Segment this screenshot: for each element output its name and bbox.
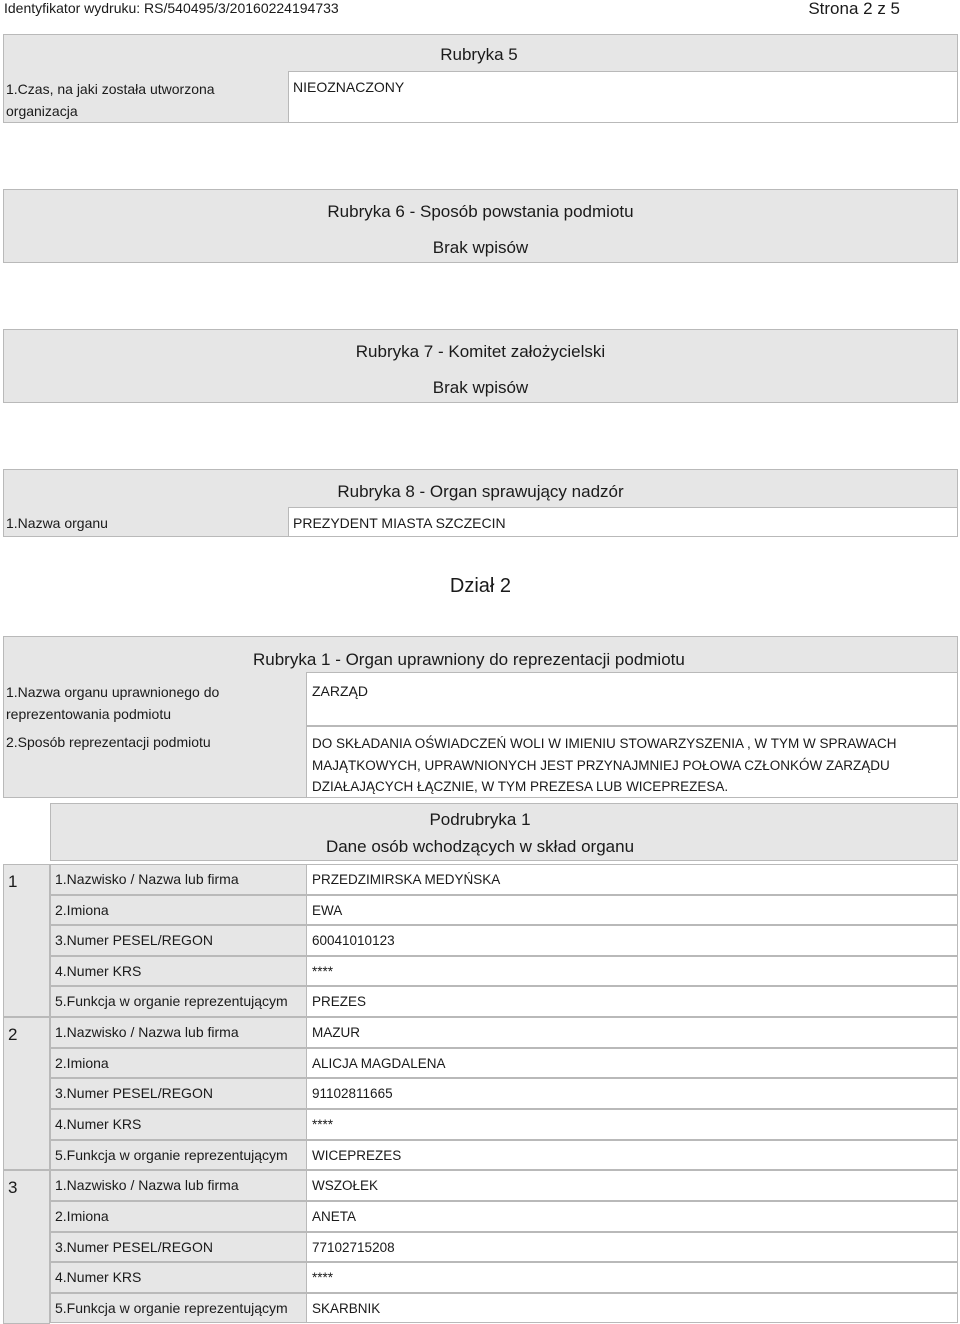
person-function: SKARBNIK: [312, 1300, 381, 1316]
field-label-pesel: 3.Numer PESEL/REGON: [55, 932, 213, 949]
field-value-cell: [306, 1232, 958, 1263]
organ-name-label: 1.Nazwa organu uprawnionego do reprezentowania podmiotu: [6, 684, 220, 722]
person-number: 3: [8, 1178, 18, 1198]
person-krs: ****: [312, 1270, 334, 1286]
person-pesel: 91102811665: [312, 1086, 393, 1102]
representation-method-label: 2.Sposób reprezentacji podmiotu: [6, 734, 211, 750]
person-names: ALICJA MAGDALENA: [312, 1055, 446, 1071]
rubryka-5-label: 1.Czas, na jaki została utworzona organizacja: [6, 81, 215, 119]
field-label-krs: 4.Numer KRS: [55, 1116, 142, 1132]
field-label-function: 5.Funkcja w organie reprezentującym: [55, 1146, 288, 1163]
field-label-surname: 1.Nazwisko / Nazwa lub firma: [55, 1024, 239, 1041]
field-value-cell: [306, 956, 958, 987]
rubryka-7-title: Rubryka 7 - Komitet założycielski: [355, 342, 606, 361]
field-value-cell: [306, 1293, 958, 1324]
page-number: Strona 2 z 5: [808, 0, 900, 18]
field-label-function: 5.Funkcja w organie reprezentującym: [55, 1299, 288, 1316]
field-value-cell: [306, 986, 958, 1017]
organ-name-value: ZARZĄD: [312, 683, 368, 699]
person-surname: MAZUR: [312, 1025, 360, 1041]
organ-name-cell: [306, 672, 958, 726]
rubryka-1-title: Rubryka 1 - Organ uprawniony do reprezentacji podmiotu: [253, 650, 685, 669]
field-value-cell: [306, 1170, 958, 1201]
field-value-cell: [306, 1262, 958, 1293]
podrubryka-subtitle: Dane osób wchodzących w skład organu: [325, 837, 635, 856]
person-pesel: 60041010123: [312, 933, 395, 949]
person-krs: ****: [312, 1117, 334, 1132]
field-label-surname: 1.Nazwisko / Nazwa lub firma: [55, 871, 239, 887]
field-label-pesel: 3.Numer PESEL/REGON: [55, 1238, 213, 1255]
field-value-cell: [306, 1078, 958, 1109]
field-value-cell: [306, 1109, 958, 1140]
field-label-names: 2.Imiona: [55, 901, 109, 918]
rubryka-8-value: PREZYDENT MIASTA SZCZECIN: [293, 515, 506, 531]
field-label-names: 2.Imiona: [55, 1208, 109, 1224]
person-function: WICEPREZES: [312, 1147, 402, 1163]
representation-method-value: DO SKŁADANIA OŚWIADCZEŃ WOLI W IMIENIU STOWARZYSZENIA , W TYM W SPRAWACH MAJĄTKOWYCH, UPRAWNIONYCH JEST PRZYNAJMNIEJ POŁOWA CZŁONKÓW ZARZĄDU DZIAŁAJĄCYCH ŁĄCZNIE, W TYM PREZESA LUB WICEPREZESA.: [312, 736, 897, 794]
field-value-cell: [306, 925, 958, 956]
rubryka-5-value: NIEOZNACZONY: [293, 79, 405, 95]
field-label-krs: 4.Numer KRS: [55, 962, 142, 979]
field-value-cell: [306, 1140, 958, 1171]
rubryka-7-value: Brak wpisów: [432, 378, 529, 397]
rubryka-8-label: 1.Nazwa organu: [6, 515, 108, 531]
person-names: EWA: [312, 902, 343, 918]
field-label-pesel: 3.Numer PESEL/REGON: [55, 1085, 213, 1102]
field-value-cell: [306, 895, 958, 926]
field-label-names: 2.Imiona: [55, 1054, 109, 1071]
podrubryka-title: Podrubryka 1: [429, 810, 531, 829]
person-krs: ****: [312, 963, 334, 979]
field-value-cell: [306, 1017, 958, 1048]
rubryka-6-value: Brak wpisów: [432, 238, 529, 257]
person-number: 2: [8, 1025, 18, 1045]
field-label-surname: 1.Nazwisko / Nazwa lub firma: [55, 1177, 239, 1194]
person-names: ANETA: [312, 1209, 357, 1224]
print-identifier: Identyfikator wydruku: RS/540495/3/20160224194733: [4, 0, 339, 16]
rubryka-8-title: Rubryka 8 - Organ sprawujący nadzór: [337, 482, 624, 501]
field-label-krs: 4.Numer KRS: [55, 1269, 142, 1286]
field-label-function: 5.Funkcja w organie reprezentującym: [55, 993, 288, 1010]
field-value-cell: [306, 1201, 958, 1232]
person-surname: WSZOŁEK: [312, 1178, 379, 1194]
person-pesel: 77102715208: [312, 1239, 395, 1255]
rubryka-6-title: Rubryka 6 - Sposób powstania podmiotu: [327, 202, 634, 221]
person-number: 1: [8, 872, 18, 891]
person-function: PREZES: [312, 994, 367, 1010]
person-surname: PRZEDZIMIRSKA MEDYŃSKA: [312, 872, 501, 887]
rubryka-5-title: Rubryka 5: [440, 45, 518, 64]
dzial-title: Dział 2: [449, 575, 512, 597]
